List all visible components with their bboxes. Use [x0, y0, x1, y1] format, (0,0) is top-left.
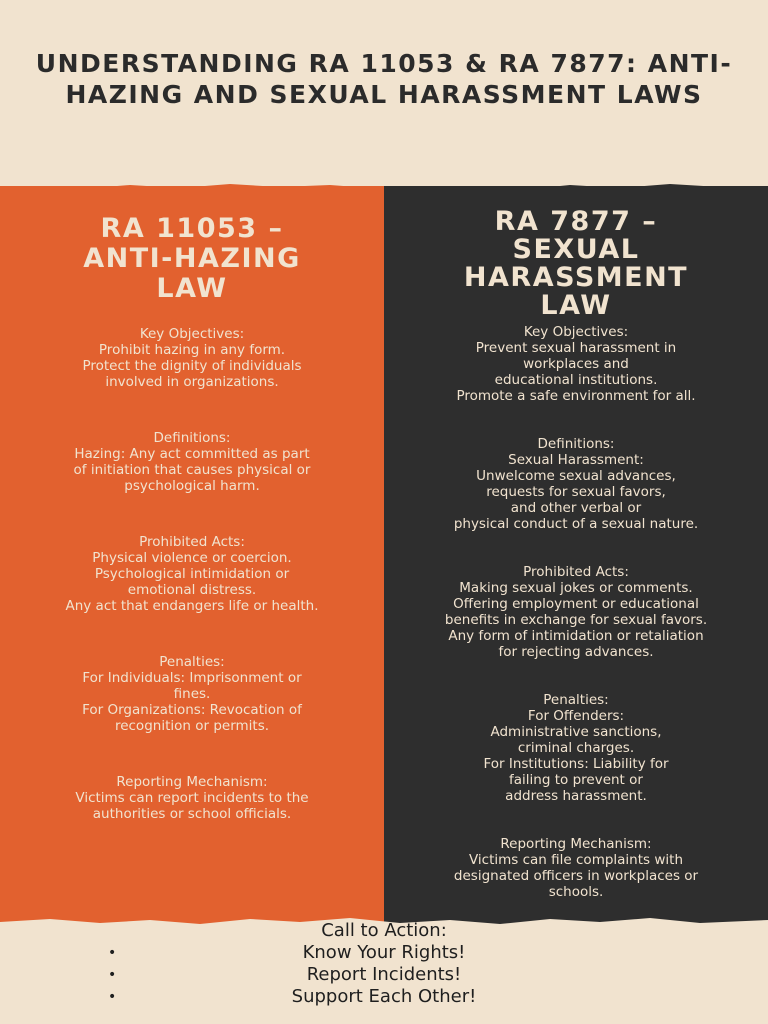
section-line: failing to prevent or — [509, 772, 643, 788]
section-line: Hazing: Any act committed as part — [74, 446, 310, 462]
anti-hazing-heading-line: RA 11053 – — [100, 213, 284, 244]
anti-hazing-sections — [0, 326, 384, 822]
sexual-harassment-definitions — [384, 436, 768, 532]
anti-hazing-heading-line: LAW — [156, 273, 228, 304]
sexual-harassment-heading — [384, 208, 768, 320]
call-to-action-item — [0, 964, 768, 986]
section-line: Any form of intimidation or retaliation — [448, 628, 704, 644]
sexual-harassment-column — [384, 186, 768, 926]
section-line: Definitions: — [153, 430, 231, 446]
section-line: Psychological intimidation or — [94, 566, 290, 582]
section-line: benefits in exchange for sexual favors. — [444, 612, 708, 628]
section-line: of initiation that causes physical or — [73, 462, 311, 478]
call-to-action-text: Support Each Other! — [291, 986, 477, 1007]
section-line: Prohibit hazing in any form. — [98, 342, 286, 358]
section-line: Prohibited Acts: — [139, 534, 245, 550]
section-line: criminal charges. — [517, 740, 635, 756]
section-line: Reporting Mechanism: — [116, 774, 268, 790]
section-line: requests for sexual favors, — [486, 484, 666, 500]
section-line: Penalties: — [543, 692, 609, 708]
section-line: authorities or school officials. — [92, 806, 292, 822]
section-line: designated officers in workplaces or — [453, 868, 699, 884]
call-to-action-item — [0, 986, 768, 1008]
section-line: Prohibited Acts: — [523, 564, 629, 580]
section-line: educational institutions. — [494, 372, 658, 388]
section-line: for rejecting advances. — [498, 644, 654, 660]
section-line: Penalties: — [159, 654, 225, 670]
section-line: fines. — [173, 686, 211, 702]
bullet-icon: • — [108, 967, 117, 983]
section-line: Victims can file complaints with — [468, 852, 684, 868]
section-line: Unwelcome sexual advances, — [476, 468, 676, 484]
section-line: and other verbal or — [510, 500, 642, 516]
bullet-icon: • — [108, 989, 117, 1005]
section-line: Victims can report incidents to the — [75, 790, 309, 806]
page-title: UNDERSTANDING RA 11053 & RA 7877: ANTI-HAZING AND SEXUAL HARASSMENT LAWS — [35, 49, 733, 109]
sexual-harassment-reporting-mechanism — [384, 836, 768, 900]
anti-hazing-reporting-mechanism — [0, 774, 384, 822]
sexual-harassment-prohibited-acts — [384, 564, 768, 660]
bullet-icon: • — [108, 945, 117, 961]
call-to-action-title: Call to Action: — [321, 920, 447, 941]
anti-hazing-heading — [0, 214, 384, 304]
section-line: emotional distress. — [127, 582, 257, 598]
section-line: For Organizations: Revocation of — [82, 702, 302, 718]
anti-hazing-column — [0, 186, 384, 926]
section-line: Definitions: — [537, 436, 615, 452]
section-line: Promote a safe environment for all. — [456, 388, 696, 404]
sexual-harassment-heading-line: LAW — [540, 290, 612, 321]
section-line: recognition or permits. — [114, 718, 270, 734]
anti-hazing-penalties — [0, 654, 384, 734]
call-to-action — [0, 918, 768, 1024]
section-line: For Individuals: Imprisonment or — [82, 670, 302, 686]
section-line: workplaces and — [523, 356, 629, 372]
call-to-action-item — [0, 942, 768, 964]
anti-hazing-prohibited-acts — [0, 534, 384, 614]
section-line: Sexual Harassment: — [508, 452, 644, 468]
section-line: Physical violence or coercion. — [92, 550, 292, 566]
section-line: Protect the dignity of individuals — [82, 358, 302, 374]
call-to-action-text: Know Your Rights! — [302, 942, 466, 963]
anti-hazing-key-objectives — [0, 326, 384, 390]
section-line: Administrative sanctions, — [490, 724, 662, 740]
section-line: Offering employment or educational — [453, 596, 699, 612]
call-to-action-text: Report Incidents! — [306, 964, 462, 985]
anti-hazing-definitions — [0, 430, 384, 494]
section-line: For Offenders: — [527, 708, 625, 724]
anti-hazing-heading-line: ANTI-HAZING — [83, 243, 301, 274]
section-line: For Institutions: Liability for — [483, 756, 669, 772]
sexual-harassment-heading-line: RA 7877 – — [494, 206, 658, 237]
section-line: address harassment. — [505, 788, 647, 804]
sexual-harassment-key-objectives — [384, 324, 768, 404]
section-line: Key Objectives: — [523, 324, 629, 340]
section-line: psychological harm. — [124, 478, 260, 494]
section-line: Making sexual jokes or comments. — [459, 580, 693, 596]
section-line: Prevent sexual harassment in — [475, 340, 677, 356]
sexual-harassment-heading-line: HARASSMENT — [463, 262, 689, 293]
section-line: Reporting Mechanism: — [500, 836, 652, 852]
call-to-action-list — [0, 942, 768, 1008]
section-line: Any act that endangers life or health. — [65, 598, 319, 614]
sexual-harassment-penalties — [384, 692, 768, 804]
sexual-harassment-sections — [384, 324, 768, 900]
section-line: involved in organizations. — [105, 374, 279, 390]
sexual-harassment-heading-line: SEXUAL — [512, 234, 640, 265]
section-line: schools. — [548, 884, 604, 900]
section-line: Key Objectives: — [139, 326, 245, 342]
section-line: physical conduct of a sexual nature. — [453, 516, 699, 532]
